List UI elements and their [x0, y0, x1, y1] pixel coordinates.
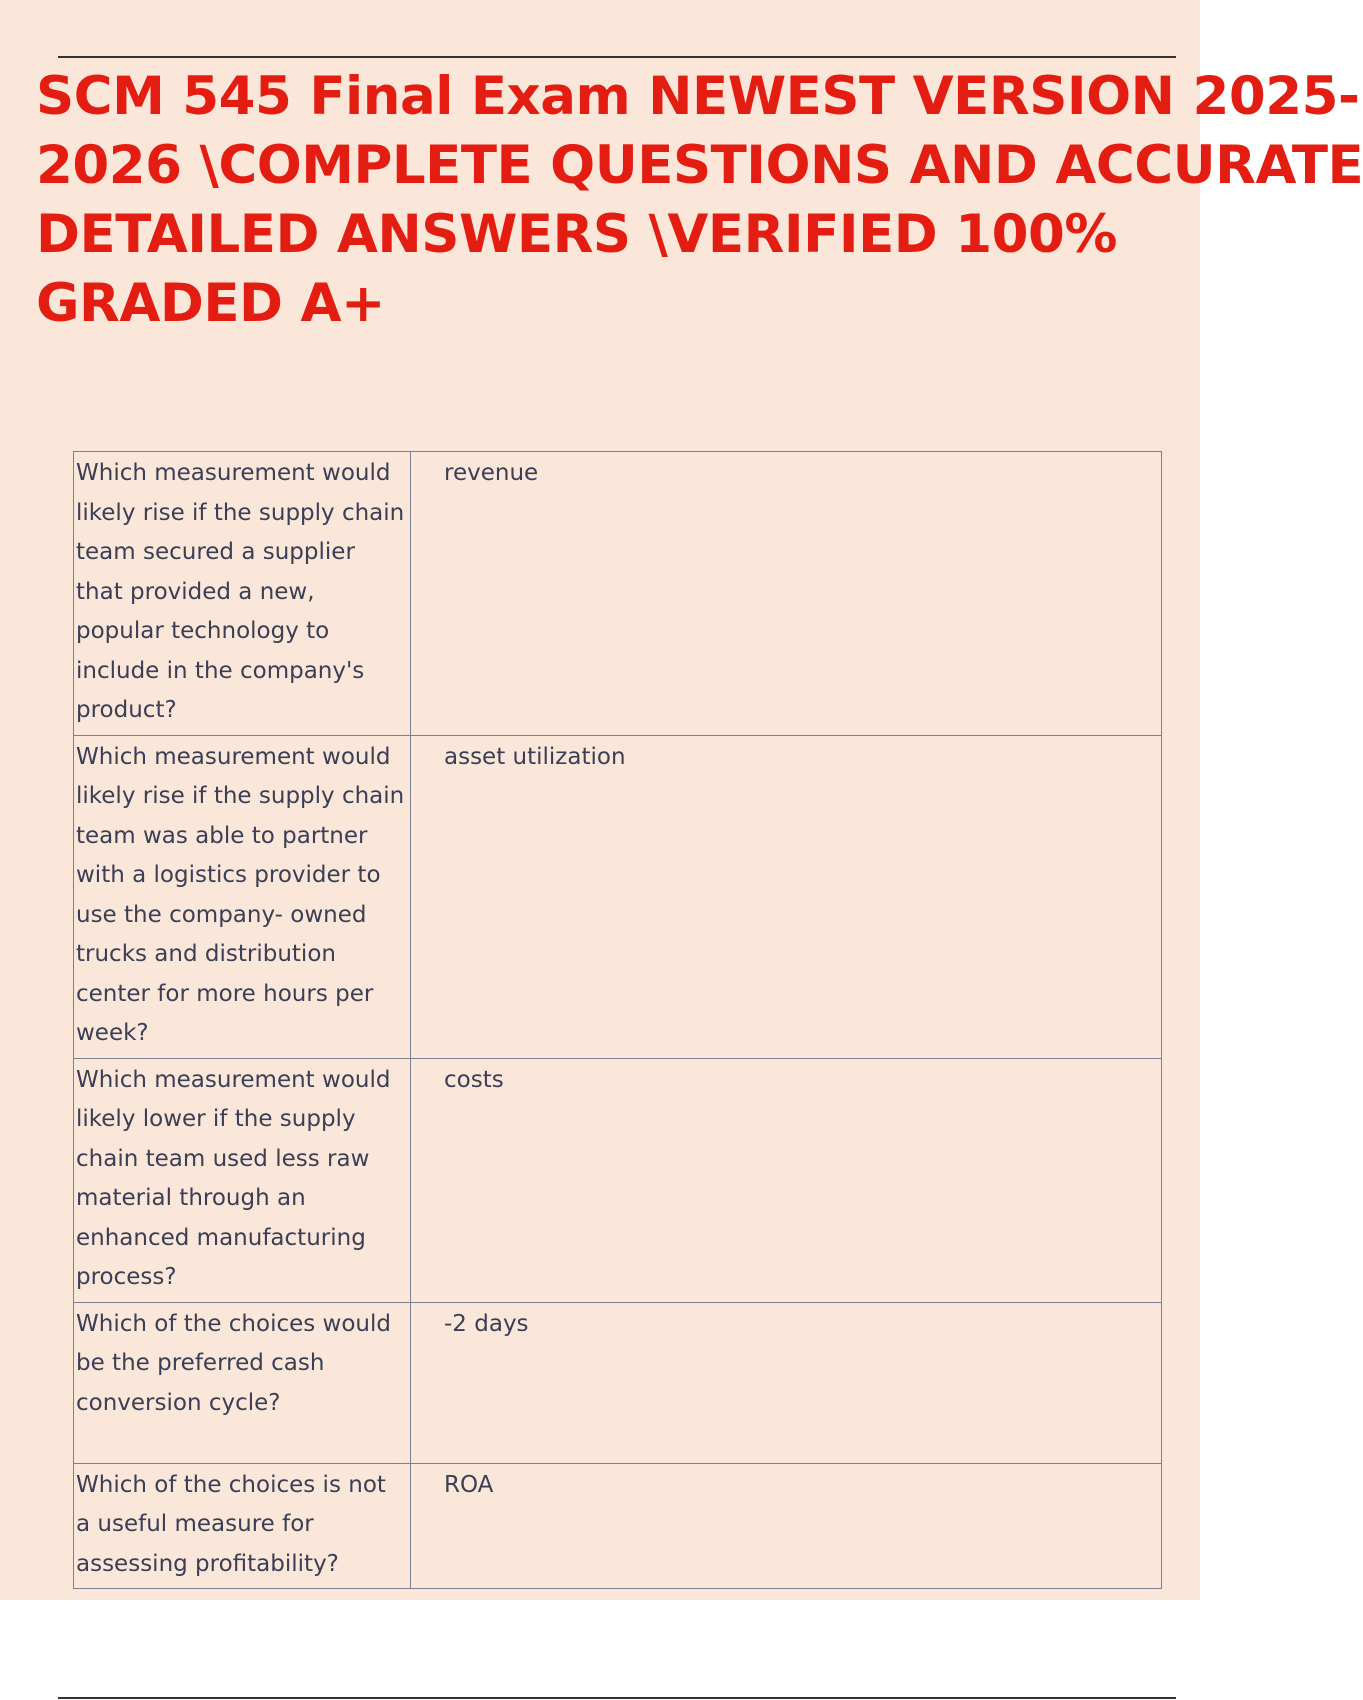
title-line-3: DETAILED ANSWERS \VERIFIED 100%: [36, 204, 1117, 265]
document-title: [36, 62, 1363, 338]
title-line-2: 2026 \COMPLETE QUESTIONS AND ACCURATE: [36, 135, 1363, 196]
table-row: [74, 1302, 1162, 1463]
question-cell: Which of the choices would be the preferred cash conversion cycle?: [74, 1302, 411, 1463]
answer-cell: ROA: [411, 1463, 1162, 1589]
table-row: [74, 1463, 1162, 1589]
title-line-4: GRADED A+: [36, 273, 385, 334]
answer-cell: asset utilization: [411, 735, 1162, 1058]
question-cell: Which of the choices is not a useful measure for assessing profitability?: [74, 1463, 411, 1589]
answer-cell: revenue: [411, 452, 1162, 736]
question-cell: Which measurement would likely rise if the supply chain team secured a supplier that provided a new, popular technology to include in the company's product?: [74, 452, 411, 736]
table-row: [74, 735, 1162, 1058]
question-cell: Which measurement would likely lower if the supply chain team used less raw material through an enhanced manufacturing process?: [74, 1058, 411, 1302]
answer-cell: costs: [411, 1058, 1162, 1302]
question-cell: Which measurement would likely rise if the supply chain team was able to partner with a logistics provider to use the company- owned trucks and distribution center for more hours per week?: [74, 735, 411, 1058]
title-line-1: SCM 545 Final Exam NEWEST VERSION 2025-: [36, 66, 1360, 127]
bottom-divider: [58, 1697, 1176, 1699]
top-divider: [58, 56, 1176, 58]
table-row: [74, 1058, 1162, 1302]
table-row: [74, 452, 1162, 736]
answer-cell: -2 days: [411, 1302, 1162, 1463]
qa-table: [73, 451, 1162, 1589]
